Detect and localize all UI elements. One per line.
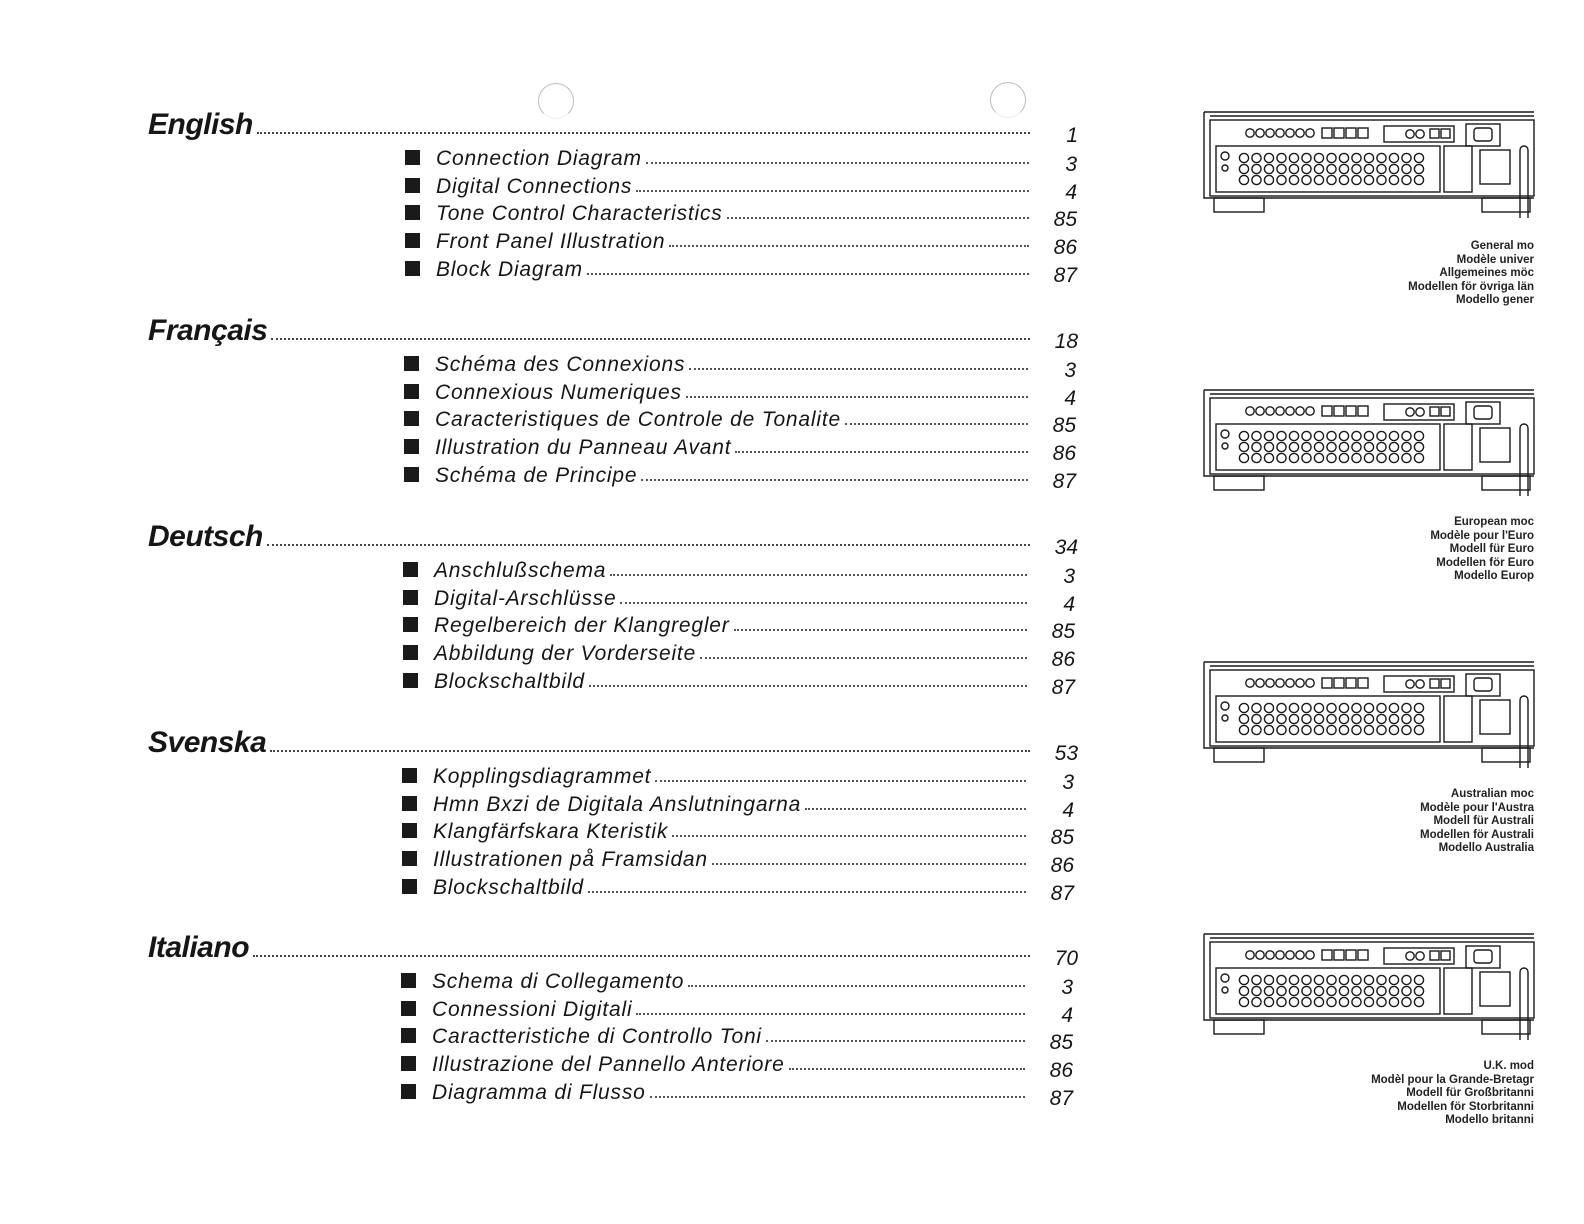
dot-leader: [267, 544, 1030, 546]
model-caption-line: Modèle pour l'Austra: [1420, 801, 1534, 814]
toc-entry-label: Schéma des Connexions: [435, 353, 686, 376]
binder-hole: [538, 83, 574, 119]
model-caption: [1204, 1060, 1534, 1128]
page-number: 86: [1053, 236, 1077, 260]
page-number: 18: [1054, 330, 1078, 353]
square-bullet-icon: [405, 150, 420, 165]
model-caption-line: Modello britanni: [1445, 1114, 1534, 1126]
dot-leader: [672, 835, 1026, 837]
toc-entry[interactable]: [403, 581, 1075, 616]
toc-entry[interactable]: [402, 842, 1074, 878]
page-number: 86: [1051, 648, 1075, 672]
toc-entry[interactable]: [401, 992, 1073, 1027]
square-bullet-icon: [405, 233, 420, 248]
toc-entry[interactable]: [405, 141, 1077, 176]
toc-entry-label: Connexious Numeriques: [435, 380, 682, 404]
receiver-rear-panel-illustration: [1198, 656, 1538, 768]
square-bullet-icon: [401, 1001, 416, 1016]
page-number: 3: [1065, 153, 1077, 176]
dot-leader: [270, 750, 1030, 752]
square-bullet-icon: [402, 768, 417, 783]
dot-leader: [689, 368, 1028, 370]
model-caption-line: Modello Australia: [1438, 842, 1534, 854]
page-number: 85: [1050, 826, 1074, 850]
model-caption-line: Modèle pour l'Euro: [1430, 529, 1534, 542]
dot-leader: [636, 190, 1029, 192]
model-caption-line: Modell für Australi: [1433, 815, 1534, 827]
square-bullet-icon: [401, 1056, 416, 1071]
page-number: 4: [1062, 798, 1074, 822]
square-bullet-icon: [401, 973, 416, 988]
page-number: 1: [1066, 124, 1078, 147]
dot-leader: [845, 423, 1028, 425]
square-bullet-icon: [403, 673, 418, 688]
toc-entry-label: Illustrationen på Framsidan: [433, 848, 708, 872]
square-bullet-icon: [402, 823, 417, 838]
toc-entry-label: Blockschaltbild: [434, 669, 585, 693]
toc-entry-label: Kopplingsdiagrammet: [433, 765, 652, 788]
square-bullet-icon: [404, 356, 419, 371]
toc-entry[interactable]: [404, 402, 1076, 438]
toc-entry-label: Hmn Bxzi de Digitala Anslutningarna: [433, 792, 802, 816]
section-heading-1[interactable]: [148, 96, 1078, 147]
dot-leader: [686, 396, 1028, 398]
square-bullet-icon: [404, 384, 419, 399]
model-caption-line: Modellen för övriga län: [1408, 280, 1534, 293]
model-caption: [1204, 788, 1534, 856]
page-number: 85: [1049, 1031, 1073, 1055]
toc-entry-label: Diagramma di Flusso: [432, 1080, 646, 1104]
model-caption-line: U.K. mod: [1483, 1060, 1534, 1072]
dot-leader: [641, 479, 1028, 481]
dot-leader: [271, 338, 1030, 340]
dot-leader: [805, 808, 1026, 810]
toc-entry-label: Tone Control Characteristics: [436, 202, 723, 226]
page-number: 53: [1054, 742, 1078, 765]
square-bullet-icon: [403, 645, 418, 660]
page-number: 85: [1053, 208, 1077, 232]
receiver-rear-panel-illustration: [1198, 106, 1538, 218]
page-number: 87: [1050, 881, 1074, 905]
section-title: Deutsch: [148, 520, 263, 553]
toc-entry[interactable]: [402, 759, 1074, 794]
dot-leader: [712, 863, 1026, 865]
toc-entry[interactable]: [403, 553, 1075, 588]
toc-entry-label: Front Panel Illustration: [436, 230, 666, 254]
square-bullet-icon: [402, 879, 417, 894]
dot-leader: [253, 955, 1030, 957]
page-number: 34: [1054, 536, 1078, 559]
model-caption: [1204, 516, 1534, 584]
model-caption-line: Modello gener: [1456, 294, 1534, 306]
page-number: 70: [1054, 947, 1078, 970]
model-caption-line: General mo: [1470, 240, 1534, 252]
dot-leader: [735, 451, 1028, 453]
dot-leader: [588, 891, 1026, 893]
page-number: 87: [1049, 1086, 1073, 1110]
model-caption-line: Modellen för Storbritanni: [1397, 1100, 1534, 1113]
page-number: 85: [1052, 414, 1076, 438]
toc-entry-label: Anschlußschema: [434, 559, 607, 582]
section-title: Français: [148, 314, 268, 347]
toc-entry[interactable]: [404, 430, 1076, 466]
page-number: 3: [1061, 976, 1073, 999]
square-bullet-icon: [404, 467, 419, 482]
model-caption-line: Modèl pour la Grande-Bretagr: [1371, 1073, 1534, 1086]
section-heading-2[interactable]: [148, 302, 1078, 353]
page-number: 3: [1064, 359, 1076, 382]
dot-leader: [766, 1040, 1025, 1042]
toc-entry-label: Block Diagram: [436, 257, 583, 281]
toc-entry[interactable]: [401, 1047, 1073, 1083]
toc-entry[interactable]: [402, 814, 1074, 850]
toc-entry-label: Abbildung der Vorderseite: [434, 642, 697, 666]
dot-leader: [257, 132, 1030, 134]
toc-entry-label: Schema di Collegamento: [432, 970, 685, 993]
model-illustrations: [1180, 0, 1584, 1224]
square-bullet-icon: [401, 1084, 416, 1099]
toc-entry-label: Caracteristiques de Controle de Tonalite: [435, 408, 841, 432]
dot-leader: [620, 602, 1027, 604]
section-title: English: [148, 108, 253, 141]
square-bullet-icon: [402, 796, 417, 811]
dot-leader: [688, 985, 1025, 987]
toc-entry-label: Digital-Arschlüsse: [434, 586, 617, 610]
toc-entry[interactable]: [404, 375, 1076, 410]
page-number: 87: [1051, 675, 1075, 699]
binder-hole: [990, 82, 1026, 118]
section-heading-3[interactable]: [148, 508, 1078, 559]
toc-entry[interactable]: [403, 608, 1075, 644]
model-caption-line: Modell für Euro: [1449, 543, 1534, 555]
page-number: 87: [1052, 469, 1076, 493]
model-caption-line: Allgemeines möc: [1439, 267, 1534, 279]
model-caption: [1204, 240, 1534, 308]
page-number: 4: [1065, 180, 1077, 204]
toc-entry[interactable]: [405, 169, 1077, 204]
toc-entry-label: Digital Connections: [436, 174, 633, 198]
dot-leader: [587, 273, 1029, 275]
dot-leader: [650, 1096, 1025, 1098]
toc-entry[interactable]: [404, 458, 1076, 493]
dot-leader: [646, 162, 1029, 164]
page-number: 3: [1063, 565, 1075, 588]
model-caption-line: European moc: [1454, 516, 1534, 528]
model-caption-line: Modello Europ: [1454, 570, 1534, 582]
toc-entry[interactable]: [401, 1075, 1073, 1110]
page-number: 3: [1062, 771, 1074, 794]
toc-entry[interactable]: [405, 252, 1077, 287]
dot-leader: [727, 217, 1029, 219]
page-number: 86: [1052, 442, 1076, 466]
page-number: 4: [1064, 386, 1076, 410]
page-number: 86: [1049, 1059, 1073, 1083]
page-number: 4: [1063, 592, 1075, 616]
square-bullet-icon: [402, 851, 417, 866]
square-bullet-icon: [405, 178, 420, 193]
dot-leader: [655, 780, 1026, 782]
toc-entry[interactable]: [405, 224, 1077, 260]
toc-entry-label: Caractteristiche di Controllo Toni: [432, 1025, 762, 1049]
toc-entry[interactable]: [403, 636, 1075, 672]
toc-entry-label: Illustration du Panneau Avant: [435, 436, 732, 460]
toc-entry[interactable]: [401, 964, 1073, 999]
page-number: 86: [1050, 854, 1074, 878]
toc-entry-label: Illustrazione del Pannello Anteriore: [432, 1053, 785, 1077]
square-bullet-icon: [401, 1028, 416, 1043]
page-number: 85: [1051, 620, 1075, 644]
toc-entry-label: Connection Diagram: [436, 147, 642, 170]
toc-entry[interactable]: [402, 870, 1074, 905]
model-caption-line: Australian moc: [1450, 788, 1534, 800]
square-bullet-icon: [404, 439, 419, 454]
receiver-rear-panel-illustration: [1198, 384, 1538, 496]
dot-leader: [700, 657, 1027, 659]
square-bullet-icon: [403, 590, 418, 605]
dot-leader: [669, 245, 1029, 247]
dot-leader: [789, 1068, 1025, 1070]
square-bullet-icon: [405, 261, 420, 276]
receiver-rear-panel-illustration: [1198, 928, 1538, 1040]
toc-entry-label: Connessioni Digitali: [432, 997, 633, 1021]
section-heading-4[interactable]: [148, 714, 1078, 765]
section-title: Italiano: [148, 931, 250, 964]
toc-entry[interactable]: [402, 787, 1074, 822]
toc-entry-label: Klangfärfskara Kteristik: [433, 820, 669, 844]
toc-entry[interactable]: [403, 664, 1075, 699]
toc-entry[interactable]: [401, 1019, 1073, 1055]
section-heading-5[interactable]: [148, 919, 1078, 970]
toc-entry[interactable]: [405, 196, 1077, 232]
dot-leader: [636, 1013, 1025, 1015]
dot-leader: [589, 685, 1027, 687]
toc-entry-label: Schéma de Principe: [435, 463, 638, 487]
square-bullet-icon: [405, 205, 420, 220]
model-caption-line: Modellen för Euro: [1436, 556, 1534, 569]
model-caption-line: Modell für Großbritanni: [1406, 1087, 1534, 1099]
model-caption-line: Modellen för Australi: [1420, 828, 1534, 841]
toc-entry[interactable]: [404, 347, 1076, 382]
section-title: Svenska: [148, 726, 267, 759]
dot-leader: [734, 629, 1027, 631]
model-caption-line: Modèle univer: [1456, 253, 1534, 266]
page-number: 4: [1061, 1003, 1073, 1027]
page-number: 87: [1053, 263, 1077, 287]
toc-entry-label: Regelbereich der Klangregler: [434, 614, 730, 638]
square-bullet-icon: [403, 562, 418, 577]
dot-leader: [610, 574, 1027, 576]
square-bullet-icon: [404, 411, 419, 426]
toc-entry-label: Blockschaltbild: [433, 875, 584, 899]
square-bullet-icon: [403, 617, 418, 632]
